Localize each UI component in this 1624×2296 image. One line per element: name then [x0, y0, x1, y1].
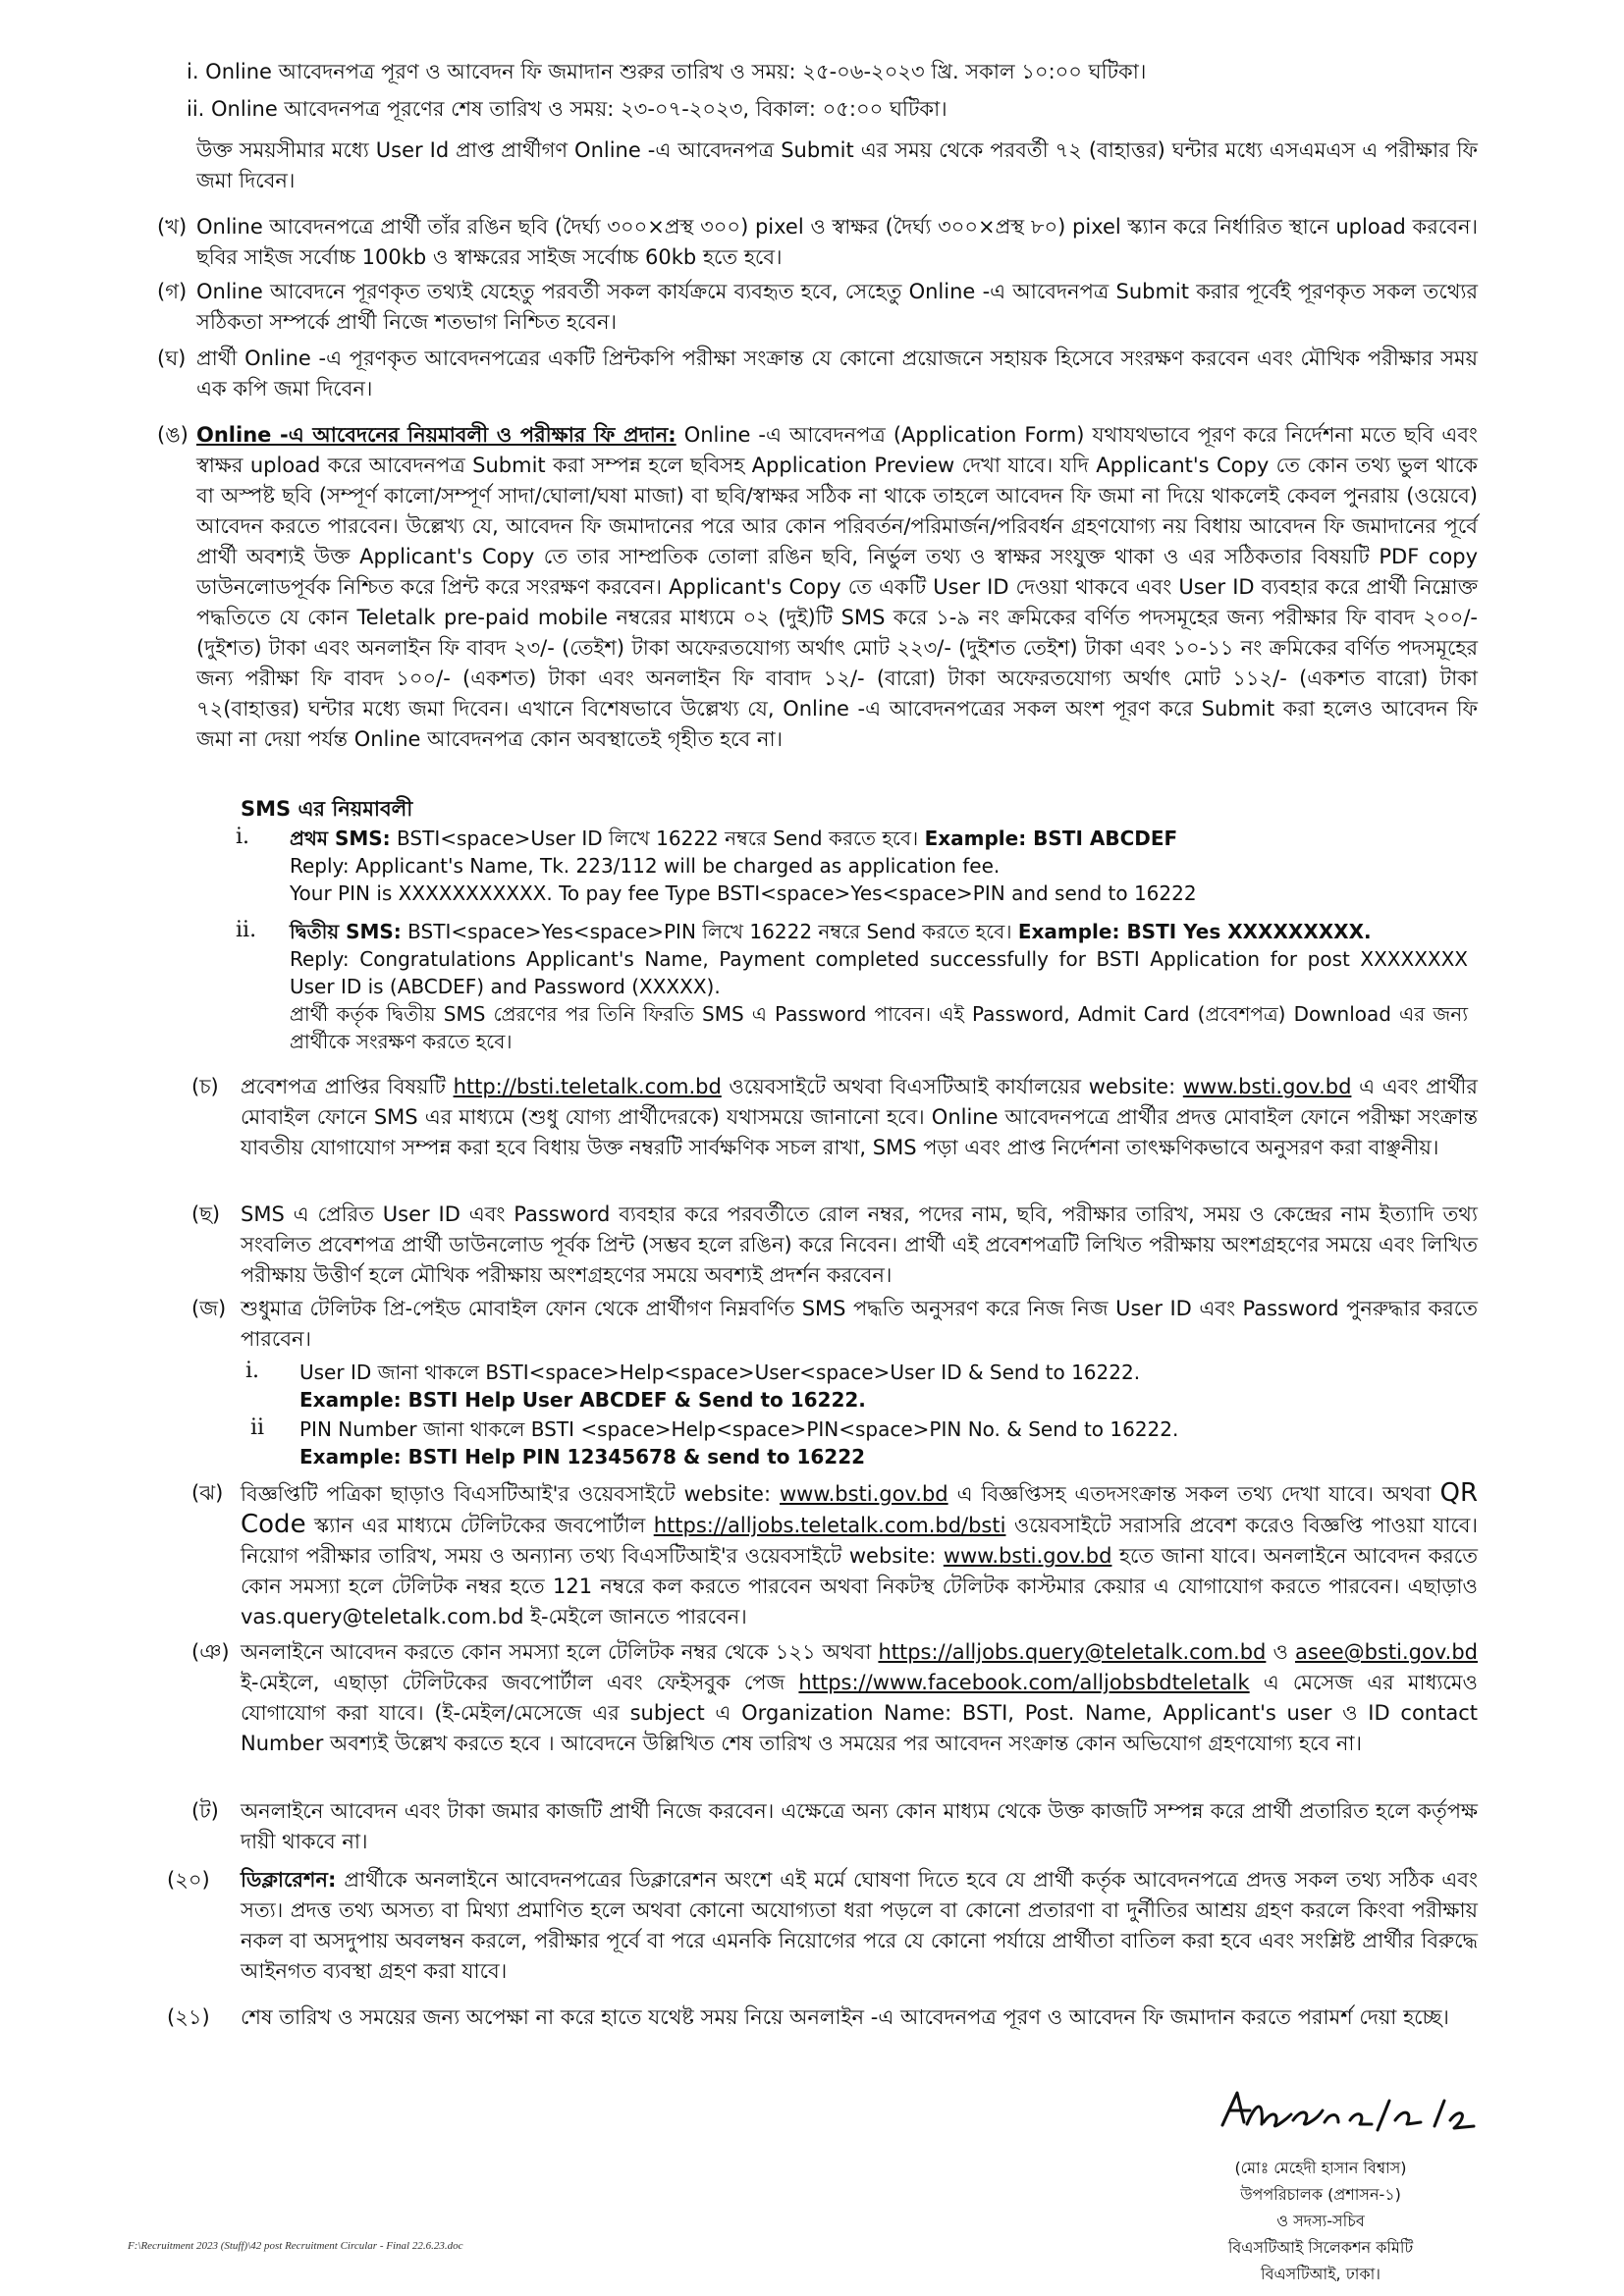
bsti-website-link[interactable]: www.bsti.gov.bd: [1182, 1075, 1352, 1098]
end-date-line: ii. Online আবেদনপত্র পূরণের শেষ তারিখ ও সময়: ২৩-০৭-২০২৩, বিকাল: ০৫:০০ ঘটিকা।: [187, 97, 947, 121]
admit-card-text-b: ওয়েবসাইটে অথবা বিএসটিআই কার্যালয়ের website:: [721, 1075, 1183, 1098]
signatory-org: বিএসটিআই, ঢাকা।: [1261, 2265, 1380, 2283]
recovery-i-number: i.: [245, 1359, 260, 1383]
alljobs-query-link[interactable]: https://alljobs.query@teletalk.com.bd: [878, 1640, 1267, 1664]
item-label-ta: (ট): [191, 1799, 219, 1823]
online-rules-text: Online -এ আবেদনপত্র (Application Form) যথাযথভাবে পূরণ করে নির্দেশনা মতে ছবি এবং স্বাক্ষর upload করে আবেদনপত্র Submit করা সম্পন্ন হলে ছবিসহ Application Preview দেখা যাবে। যদি Applicant's Copy তে কোন তথ্য ভুল থাকে বা অস্পষ্ট ছবি (সম্পূর্ণ কালো/সম্পূর্ণ সাদা/ঘোলা/ঘষা মাজা) বা ছবি/স্বাক্ষর সঠিক না থাকে তাহলে আবেদন ফি জমা না দিয়ে থাকলেই কেবল পুনরায় (ওয়েবে) আবেদন করতে পারবেন। উল্লেখ্য যে, আবেদন ফি জমাদানের পরে আর কোন পরিবর্তন/পরিমার্জন/পরিবর্ধন গ্রহণযোগ্য নয় বিধায় আবেদন ফি জমাদানের পূর্বে প্রার্থী অবশ্যই উক্ত Applicant's Copy তে তার সাম্প্রতিক তোলা রঙিন ছবি, নির্ভুল তথ্য ও স্বাক্ষর সংযুক্ত থাকা ও এর সঠিকতার বিষয়টি PDF copy ডাউনলোডপূর্বক নিশ্চিত করে প্রিন্ট করে সংরক্ষণ করবেন। Applicant's Copy তে একটি User ID দেওয়া থাকবে এবং User ID ব্যবহার করে প্রার্থী নিম্নোক্ত পদ্ধতিতে যে কোন Teletalk pre-paid mobile নম্বরের মাধ্যমে ০২ (দুই)টি SMS করে ১-৯ নং ক্রমিকের বর্ণিত পদসমূহের জন্য পরীক্ষার ফি বাবদ ২০০/- (দুইশত) টাকা এবং অনলাইন ফি বাবদ ২৩/- (তেইশ) টাকা অফেরতযোগ্য অর্থাৎ মোট ২২৩/- (দুইশত তেইশ) টাকা এবং ১০-১১ নং ক্রমিকের বর্ণিত পদসমূহের জন্য পরীক্ষা ফি বাবদ ১০০/- (একশত) টাকা এবং অনলাইন ফি বাবাদ ১২/- (বারো) টাকা অফেরতযোগ্য অর্থাৎ মোট ১১২/- (একশত বারো) টাকা ৭২(বাহাত্তর) ঘন্টার মধ্যে জমা দিবেন। এখানে বিশেষভাবে উল্লেখ্য যে, Online -এ আবেদনপত্রের সকল অংশ পূরণ করে Submit করা হলেও আবেদন ফি জমা না দেয়া পর্যন্ত Online আবেদনপত্র কোন অবস্থাতেই গৃহীত হবে না।: [196, 423, 1478, 751]
footer-file-path: F:\Recruitment 2023 (Stuff)\42 post Recruitment Circular - Final 22.6.23.doc: [128, 2240, 463, 2252]
contact-text-d: এ মেসেজ এর মাধ্যমেও যোগাযোগ করা যাবে। (ই-মেইল/মেসেজে এর subject এ Organization Name: BSTI, Post. Name, Applicant's user ও ID contact Number অবশ্যই উল্লেখ করতে হবে । আবেদনে উল্লিখিত শেষ তারিখ ও সময়ের পর আবেদন সংক্রান্ত কোন অভিযোগ গ্রহণযোগ্য হবে না।: [241, 1671, 1478, 1755]
item-label-chha: (ছ): [191, 1202, 221, 1226]
signatory-title2: ও সদস্য-সচিব: [1276, 2212, 1365, 2230]
contact-text-b: ও: [1266, 1640, 1296, 1664]
admit-card-text-c: এ এবং প্রার্থীর মোবাইল ফোনে SMS এর মাধ্যমে (শুধু যোগ্য প্রার্থীদেরকে) যথাসময়ে জানানো হবে। Online আবেদনপত্রে প্রার্থীর প্রদত্ত মোবাইল ফোনে পরীক্ষা সংক্রান্ত যাবতীয় যোগাযোগ সম্পন্ন করা হবে বিধায় উক্ত নম্বরটি সার্বক্ষণিক সচল রাখা, SMS পড়া এবং প্রাপ্ত নির্দেশনা তাৎক্ষণিকভাবে অনুসরণ করা বাঞ্ছনীয়।: [241, 1075, 1478, 1159]
fee-deadline-paragraph: উক্ত সময়সীমার মধ্যে User Id প্রাপ্ত প্রার্থীগণ Online -এ আবেদনপত্র Submit এর সময় থেকে পরবর্তী ৭২ (বাহাত্তর) ঘন্টার মধ্যে এসএমএস এ পরীক্ষার ফি জমা দিবেন।: [196, 138, 1478, 192]
handwritten-signature: [1203, 2081, 1478, 2150]
online-rules-paragraph: [196, 420, 1478, 755]
recovery-user-id-example: Example: BSTI Help User ABCDEF & Send to 16222.: [299, 1388, 866, 1412]
circular-website-text-e: হতে জানা যাবে। অনলাইনে আবেদন করতে কোন সমস্যা হলে টেলিটক নম্বর হতে 121 নম্বরে কল করতে পারবেন অথবা নিকটস্থ টেলিটক কাস্টমার কেয়ার এ যোগাযোগ করতে পারবেন। এছাড়াও vas.query@teletalk.com.bd ই-মেইলে জানতে পারবেন।: [241, 1544, 1479, 1629]
item-label-gha: (ঘ): [157, 347, 187, 370]
printcopy-paragraph: প্রার্থী Online -এ পূরণকৃত আবেদনপত্রের একটি প্রিন্টকপি পরীক্ষা সংক্রান্ত যে কোনো প্রয়োজনে সহায়ক হিসেবে সংরক্ষণ করবেন এবং মৌখিক পরীক্ষার সময় এক কপি জমা দিবেন।: [196, 347, 1478, 400]
start-date-line: i. Online আবেদনপত্র পূরণ ও আবেদন ফি জমাদান শুরুর তারিখ ও সময়: ২৫-০৬-২০২৩ খ্রি. সকাল ১০:০০ ঘটিকা।: [187, 60, 1147, 83]
sms-second-example: Example: BSTI Yes XXXXXXXXX.: [1017, 920, 1372, 943]
signatory-title1: উপপরিচালক (প্রশাসন-১): [1240, 2185, 1401, 2204]
info-accuracy-paragraph: Online আবেদনে পূরণকৃত তথ্যই যেহেতু পরবর্তী সকল কার্যক্রমে ব্যবহৃত হবে, সেহেতু Online -এ আবেদনপত্র Submit করার পূর্বেই পূরণকৃত সকল তথ্যের সঠিকতা সম্পর্কে প্রার্থী নিজে শতভাগ নিশ্চিত হবেন।: [196, 280, 1478, 334]
advice-paragraph: শেষ তারিখ ও সময়ের জন্য অপেক্ষা না করে হাতে যথেষ্ট সময় নিয়ে অনলাইন -এ আবেদনপত্র পূরণ ও আবেদন ফি জমাদান করতে পরামর্শ দেয়া হচ্ছে।: [241, 2005, 1449, 2029]
sms-first-label: প্রথম SMS:: [290, 827, 391, 850]
circular-website-text-c: স্ক্যান এর মাধ্যমে টেলিটকের জবপোর্টাল: [305, 1514, 654, 1537]
contact-text-c: ই-মেইলে, এছাড়া টেলিটকের জবপোর্টাল এবং ফেইসবুক পেজ: [241, 1671, 799, 1694]
sms-second-reply: Reply: Congratulations Applicant's Name, Payment completed successfully for BSTI Application for post XXXXXXXX User ID is (ABCDEF) and Password (XXXXX).: [290, 947, 1468, 998]
item-label-kha: (খ): [157, 215, 188, 239]
circular-website-text-d: ওয়েবসাইটে সরাসরি প্রবেশ করেও বিজ্ঞপ্তি পাওয়া যাবে। নিয়োগ পরীক্ষার তারিখ, সময় ও অন্যান্য তথ্য বিএসটিআই'র ওয়েবসাইটে website:: [241, 1514, 1479, 1568]
signature-block: [1114, 2155, 1527, 2287]
item-label-20: (২০): [167, 1868, 210, 1892]
admit-card-paragraph: [241, 1072, 1478, 1163]
recovery-user-id: [299, 1359, 1429, 1414]
item-label-uma: (ঙ): [157, 423, 189, 447]
bsti-website-link-2[interactable]: www.bsti.gov.bd: [780, 1482, 948, 1506]
item-label-21: (২১): [167, 2005, 210, 2029]
asee-email-link[interactable]: asee@bsti.gov.bd: [1295, 1640, 1478, 1664]
sms-second-number: ii.: [236, 918, 257, 942]
signatory-committee: বিএসটিআই সিলেকশন কমিটি: [1227, 2238, 1414, 2257]
photo-upload-paragraph: Online আবেদনপত্রে প্রার্থী তাঁর রঙিন ছবি (দৈর্ঘ্য ৩০০×প্রস্থ ৩০০) pixel ও স্বাক্ষর (দৈর্ঘ্য ৩০০×প্রস্থ ৮০) pixel স্ক্যান করে নির্ধারিত স্থানে upload করবেন। ছবির সাইজ সর্বোচ্চ 100kb ও স্বাক্ষরের সাইজ সর্বোচ্চ 60kb হতে হবে।: [196, 215, 1478, 269]
item-label-ja: (জ): [191, 1297, 227, 1320]
item-label-cha: (চ): [191, 1075, 219, 1098]
sms-second-note: প্রার্থী কর্তৃক দ্বিতীয় SMS প্রেরণের পর তিনি ফিরতি SMS এ Password পাবেন। এই Password, Admit Card (প্রবেশপত্র) Download এর জন্য প্রার্থীকে সংরক্ষণ করতে হবে।: [290, 1002, 1468, 1053]
sms-first-text: BSTI<space>User ID লিখে 16222 নম্বরে Send করতে হবে।: [397, 827, 919, 850]
circular-website-text-a: বিজ্ঞপ্তিটি পত্রিকা ছাড়াও বিএসটিআই'র ওয়েবসাইটে website:: [241, 1482, 780, 1506]
online-rules-heading: Online -এ আবেদনের নিয়মাবলী ও পরীক্ষার ফি প্রদান:: [196, 423, 677, 447]
admit-card-text-a: প্রবেশপত্র প্রাপ্তির বিষয়টি: [241, 1075, 454, 1098]
declaration-paragraph: [241, 1865, 1478, 1987]
circular-website-text-b: এ বিজ্ঞপ্তিসহ এতদসংক্রান্ত সকল তথ্য দেখা যাবে। অথবা: [947, 1482, 1440, 1506]
bsti-website-link-3[interactable]: www.bsti.gov.bd: [943, 1544, 1112, 1568]
circular-website-paragraph: [241, 1478, 1478, 1632]
recovery-ii-number: ii: [250, 1415, 265, 1440]
signatory-name: (মোঃ মেহেদী হাসান বিশ্বাস): [1234, 2159, 1407, 2177]
sms-rules-title: SMS এর নিয়মাবলী: [241, 797, 413, 821]
item-label-nya: (ঞ): [191, 1640, 230, 1664]
qr-code-label: QR Code: [241, 1478, 1479, 1539]
sms-second-instruction: [290, 918, 1468, 1055]
declaration-heading: ডিক্লারেশন:: [241, 1868, 337, 1892]
contact-text-a: অনলাইনে আবেদন করতে কোন সমস্যা হলে টেলিটক নম্বর থেকে ১২১ অথবা: [241, 1640, 879, 1664]
declaration-text: প্রার্থীকে অনলাইনে আবেদনপত্রের ডিক্লারেশন অংশে এই মর্মে ঘোষণা দিতে হবে যে প্রার্থী কর্তৃক আবেদনপত্রে প্রদত্ত সকল তথ্য সঠিক এবং সত্য। প্রদত্ত তথ্য অসত্য বা মিথ্যা প্রমাণিত হলে অথবা কোনো অযোগ্যতা ধরা পড়লে বা কোনো প্রতারণা বা দুর্নীতির আশ্রয় গ্রহণ করলে কিংবা পরীক্ষায় নকল বা অসদুপায় অবলম্বন করলে, পরীক্ষার পূর্বে বা পরে এমনকি নিয়োগের পরে যে কোনো পর্যায়ে প্রার্থীতা বাতিল করা হবে এবং সংশ্লিষ্ট প্রার্থীর বিরুদ্ধে আইনগত ব্যবস্থা গ্রহণ করা যাবে।: [241, 1868, 1478, 1983]
sms-first-number: i.: [236, 825, 250, 849]
user-id-password-paragraph: SMS এ প্রেরিত User ID এবং Password ব্যবহার করে পরবর্তীতে রোল নম্বর, পদের নাম, ছবি, পরীক্ষার তারিখ, সময় ও কেন্দ্রের নাম ইত্যাদি তথ্য সংবলিত প্রবেশপত্র প্রার্থী ডাউনলোড পূর্বক প্রিন্ট (সম্ভব হলে রঙিন) করে নিবেন। প্রার্থী এই প্রবেশপত্রটি লিখিত পরীক্ষায় অংশগ্রহণের সময়ে এবং লিখিত পরীক্ষায় উত্তীর্ণ হলে মৌখিক পরীক্ষায় অংশগ্রহণের সময়ে অবশ্যই প্রদর্শন করবেন।: [241, 1202, 1478, 1287]
contact-paragraph: [241, 1637, 1478, 1759]
recovery-pin-text: PIN Number জানা থাকলে BSTI <space>Help<space>PIN<space>PIN No. & Send to 16222.: [299, 1417, 1179, 1441]
teletalk-bsti-link[interactable]: http://bsti.teletalk.com.bd: [453, 1075, 722, 1098]
sms-first-instruction: [290, 825, 1468, 907]
recovery-user-id-text: User ID জানা থাকলে BSTI<space>Help<space>User<space>User ID & Send to 16222.: [299, 1361, 1141, 1384]
recovery-pin: [299, 1415, 1429, 1470]
item-label-jha: (ঝ): [191, 1481, 224, 1505]
sms-first-example: Example: BSTI ABCDEF: [924, 827, 1178, 850]
item-label-ga: (গ): [157, 280, 188, 303]
sms-first-reply-line1: Reply: Applicant's Name, Tk. 223/112 will be charged as application fee.: [290, 854, 1001, 878]
sms-second-label: দ্বিতীয় SMS:: [290, 920, 402, 943]
recovery-pin-example: Example: BSTI Help PIN 12345678 & send to 16222: [299, 1445, 866, 1468]
alljobs-bsti-link[interactable]: https://alljobs.teletalk.com.bd/bsti: [653, 1514, 1006, 1537]
self-application-paragraph: অনলাইনে আবেদন এবং টাকা জমার কাজটি প্রার্থী নিজে করবেন। এক্ষেত্রে অন্য কোন মাধ্যম থেকে উক্ত কাজটি সম্পন্ন করে প্রার্থী প্রতারিত হলে কর্তৃপক্ষ দায়ী থাকবে না।: [241, 1799, 1478, 1853]
facebook-page-link[interactable]: https://www.facebook.com/alljobsbdteletalk: [798, 1671, 1250, 1694]
recovery-paragraph: শুধুমাত্র টেলিটক প্রি-পেইড মোবাইল ফোন থেকে প্রার্থীগণ নিম্নবর্ণিত SMS পদ্ধতি অনুসরণ করে নিজ নিজ User ID এবং Password পুনরুদ্ধার করতে পারবেন।: [241, 1297, 1478, 1351]
sms-first-reply-line2: Your PIN is XXXXXXXXXXX. To pay fee Type BSTI<space>Yes<space>PIN and send to 16222: [290, 881, 1197, 905]
sms-second-text: BSTI<space>Yes<space>PIN লিখে 16222 নম্বরে Send করতে হবে।: [407, 920, 1012, 943]
